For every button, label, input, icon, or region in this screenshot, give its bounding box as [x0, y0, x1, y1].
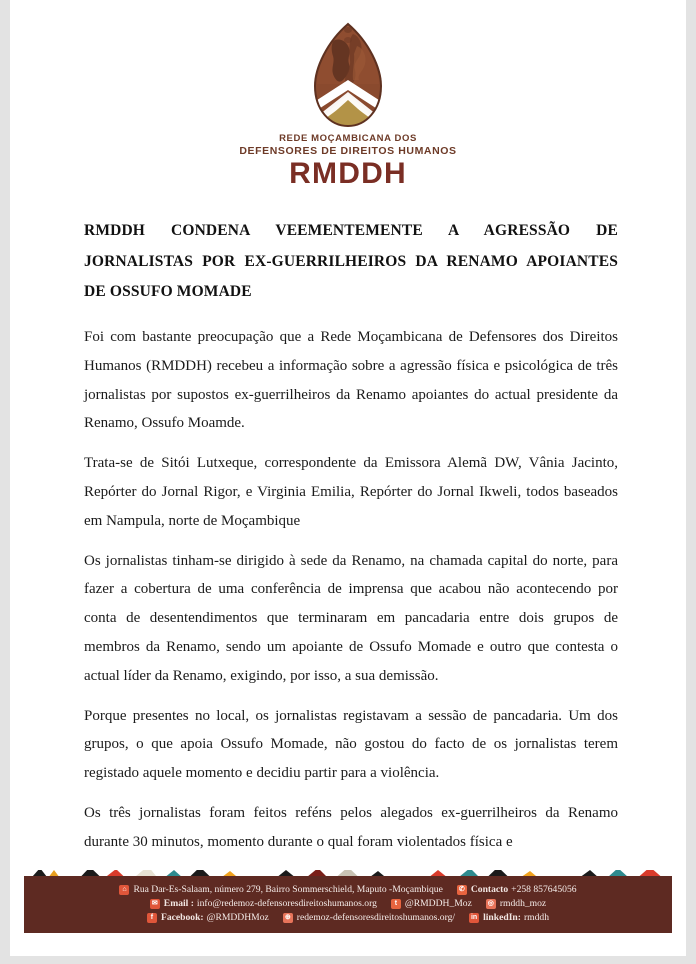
phone-icon: ✆ [457, 885, 467, 895]
footer-twitter[interactable] [391, 897, 472, 911]
org-name-line-1: REDE MOÇAMBICANA DOS [279, 133, 417, 144]
footer-email[interactable] [150, 897, 377, 911]
footer-instagram[interactable] [486, 897, 546, 911]
paragraph-3: Os jornalistas tinham-se dirigido à sede da Renamo, na chamada capital do norte, para fazer a cobertura de uma conferência de imprensa que acabou não acontecendo por conta de desentendimentos que terminaram em pancadaria entre dois grupos de membros da Renamo, sendo um apoiante de Ossufo Momade e outro que contesta o actual líder da Renamo, exigindo, por isso, a sua demissão. [84, 552, 618, 684]
instagram-icon: ◎ [486, 899, 496, 909]
org-acronym: RMDDH [289, 157, 407, 191]
globe-icon: ⊕ [283, 913, 293, 923]
letterhead [0, 0, 696, 189]
document-body [0, 216, 696, 856]
footer-email-label: Email : [163, 898, 194, 910]
linkedin-icon: in [469, 913, 479, 923]
footer-phone [457, 883, 577, 897]
footer-address-text: Rua Dar-Es-Salaam, número 279, Bairro Sommerschield, Maputo -Moçambique [133, 884, 443, 896]
paragraph-5: Os três jornalistas foram feitos reféns pelos alegados ex-guerrilheiros da Renamo durante 30 minutos, momento durante o qual foram violentados física e [84, 804, 618, 850]
rmddh-leaf-shield-logo-icon [305, 22, 391, 130]
footer-address [119, 883, 442, 897]
footer-instagram-handle[interactable]: rmddh_moz [499, 898, 547, 910]
footer-row-2 [34, 897, 662, 911]
footer-email-value[interactable]: info@redemoz-defensoresdireitoshumanos.org [196, 898, 377, 910]
footer-linkedin[interactable] [469, 911, 549, 925]
document-title: RMDDH CONDENA VEEMENTEMENTE A AGRESSÃO DE JORNALISTAS POR EX-GUERRILHEIROS DA RENAMO APOIANTES DE OSSUFO MOMADE [84, 222, 618, 300]
footer-facebook-label: Facebook: [160, 912, 204, 924]
footer-phone-label: Contacto [470, 884, 509, 896]
footer-website-value[interactable]: redemoz-defensoresdireitoshumanos.org/ [296, 912, 456, 924]
footer-row-3 [34, 911, 662, 925]
footer-twitter-handle[interactable]: @RMDDH_Moz [404, 898, 472, 910]
paragraph-4: Porque presentes no local, os jornalistas registavam a sessão de pancadaria. Um dos grupos, o que apoia Ossufo Momade, não gostou do facto de os jornalistas terem registado aquele momento e decidiu partir para a violência. [84, 707, 618, 782]
home-icon: ⌂ [119, 885, 129, 895]
footer-linkedin-value[interactable]: rmddh [523, 912, 550, 924]
footer-facebook[interactable] [147, 911, 269, 925]
facebook-icon: f [147, 913, 157, 923]
footer-linkedin-label: linkedIn: [483, 912, 521, 924]
footer-row-1 [34, 883, 662, 897]
paragraph-1: Foi com bastante preocupação que a Rede Moçambicana de Defensores dos Direitos Humanos (RMDDH) recebeu a informação sobre a agressão física e psicológica de três jornalistas por supostos ex-guerrilheiros da Renamo apoiantes do actual presidente da Renamo, Ossufo Moamde. [84, 329, 618, 432]
footer-facebook-value[interactable]: @RMDDHMoz [206, 912, 269, 924]
mail-icon: ✉ [150, 899, 160, 909]
footer-contact-bar [24, 876, 672, 933]
footer-phone-value: +258 857645056 [511, 884, 577, 896]
paragraph-2: Trata-se de Sitói Lutxeque, correspondente da Emissora Alemã DW, Vânia Jacinto, Repórter do Jornal Rigor, e Virginia Emilia, Repórter do Jornal Ikweli, todos baseados em Nampula, norte de Moçambique [84, 455, 618, 529]
footer-website[interactable] [283, 911, 455, 925]
org-name-line-2: DEFENSORES DE DIREITOS HUMANOS [239, 144, 457, 157]
twitter-icon: t [391, 899, 401, 909]
